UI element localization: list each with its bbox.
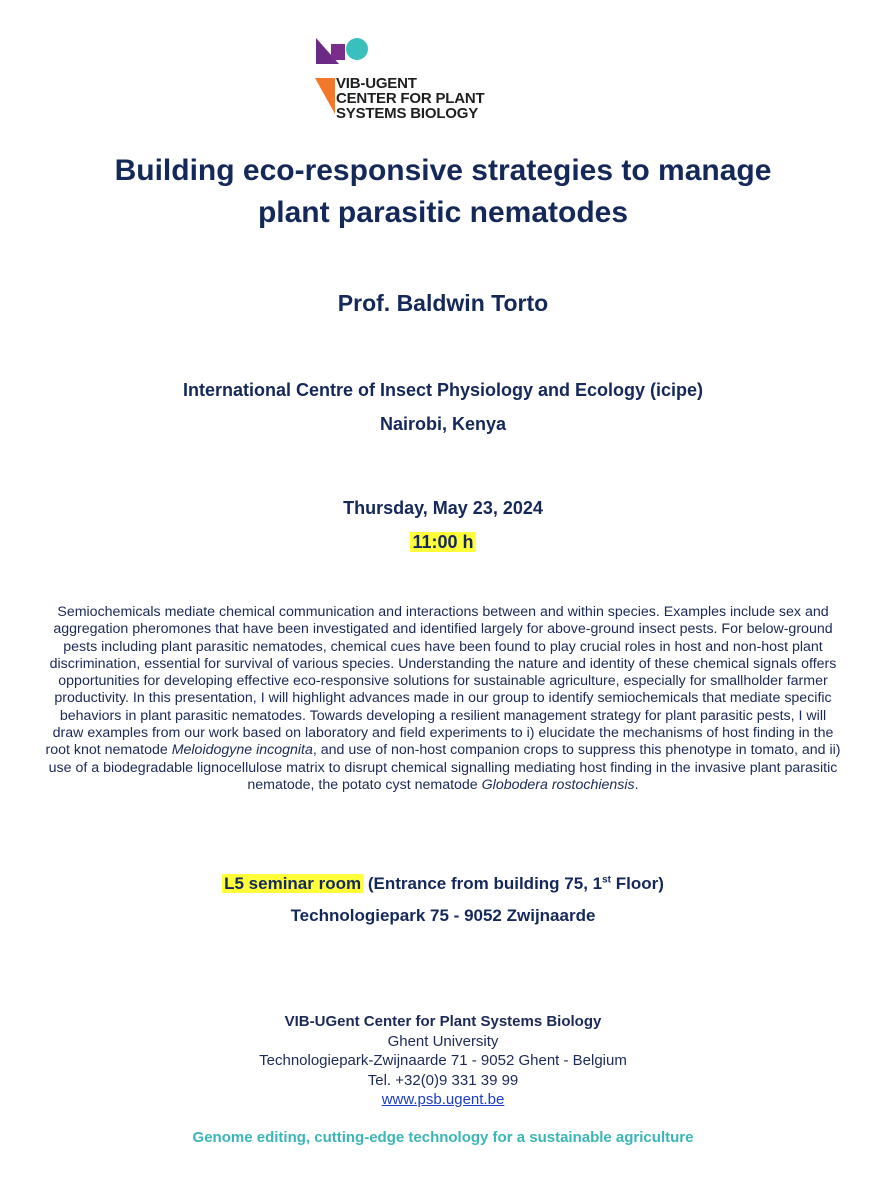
- page-title: [30, 150, 856, 234]
- footer: [0, 1012, 886, 1110]
- logo-text: [336, 76, 484, 121]
- speaker-location: Nairobi, Kenya: [379, 414, 507, 434]
- abstract-species-1: Meloidogyne incognita: [171, 742, 313, 759]
- footer-website-link[interactable]: www.psb.ugent.be: [381, 1091, 505, 1108]
- abstract-species-2: Globodera rostochiensis: [481, 776, 635, 793]
- event-date: Thursday, May 23, 2024: [343, 498, 543, 518]
- logo-line-1: VIB-UGENT: [336, 75, 417, 92]
- venue-entrance-sup: st: [602, 874, 611, 886]
- venue-entrance-suffix: Floor): [611, 874, 664, 893]
- speaker-name: Prof. Baldwin Torto: [337, 290, 549, 316]
- footer-university: Ghent University: [387, 1032, 499, 1050]
- footer-address: Technologiepark-Zwijnaarde 71 - 9052 Ghent - Belgium: [259, 1052, 627, 1069]
- footer-phone: Tel. +32(0)9 331 39 99: [367, 1071, 519, 1089]
- logo-teal-circle: [346, 38, 368, 60]
- logo-line-3: SYSTEMS BIOLOGY: [336, 105, 479, 122]
- logo-shapes-icon: [313, 36, 383, 78]
- abstract: [44, 604, 842, 794]
- vib-ugent-logo: [313, 36, 533, 122]
- venue-room: L5 seminar room: [224, 874, 362, 893]
- logo-purple-square: [331, 44, 345, 60]
- tagline: Genome editing, cutting-edge technology for a sustainable agriculture: [192, 1129, 694, 1146]
- speaker-affiliation: International Centre of Insect Physiology and Ecology (icipe): [182, 380, 704, 400]
- abstract-text-3: .: [634, 776, 639, 793]
- logo-line-2: CENTER FOR PLANT: [336, 90, 485, 107]
- event-time-row: [0, 530, 886, 554]
- venue-address: Technologiepark 75 - 9052 Zwijnaarde: [290, 906, 596, 925]
- abstract-text-2: , and use of non-host companion crops to suppress this phenotype in tomato, and ii) use of a biodegradable lignocellulose matrix to disrupt chemical signalling mediating host finding in the invasive plant parasitic nematode, the potato cyst nematode: [48, 742, 841, 793]
- title-line-2: plant parasitic nematodes: [257, 196, 629, 229]
- event-time: 11:00 h: [412, 532, 474, 552]
- abstract-text-1: Semiochemicals mediate chemical communication and interactions between and within species. Examples include sex and aggregation pheromones that have been investigated and identified largely for above-ground insect pests. For below-ground pests including plant parasitic nematodes, chemical cues have been found to play crucial roles in host and non-host plant discrimination, essential for survival of various species. Understanding the nature and identity of these chemical signals offers opportunities for developing effective eco-responsive solutions for sustainable agriculture, especially for smallholder farmer productivity. In this presentation, I will highlight advances made in our group to identify semiochemicals that mediate specific behaviors in plant parasitic nematodes. Towards developing a resilient management strategy for plant parasitic pests, I will draw examples from our work based on laboratory and field experiments to i) elucidate the mechanisms of host finding in the root knot nematode: [45, 604, 837, 759]
- venue-entrance-prefix: (Entrance from building 75, 1: [363, 874, 603, 893]
- title-line-1: Building eco-responsive strategies to manage: [114, 154, 772, 187]
- footer-org: VIB-UGent Center for Plant Systems Biology: [284, 1013, 602, 1030]
- venue-line: [0, 872, 886, 896]
